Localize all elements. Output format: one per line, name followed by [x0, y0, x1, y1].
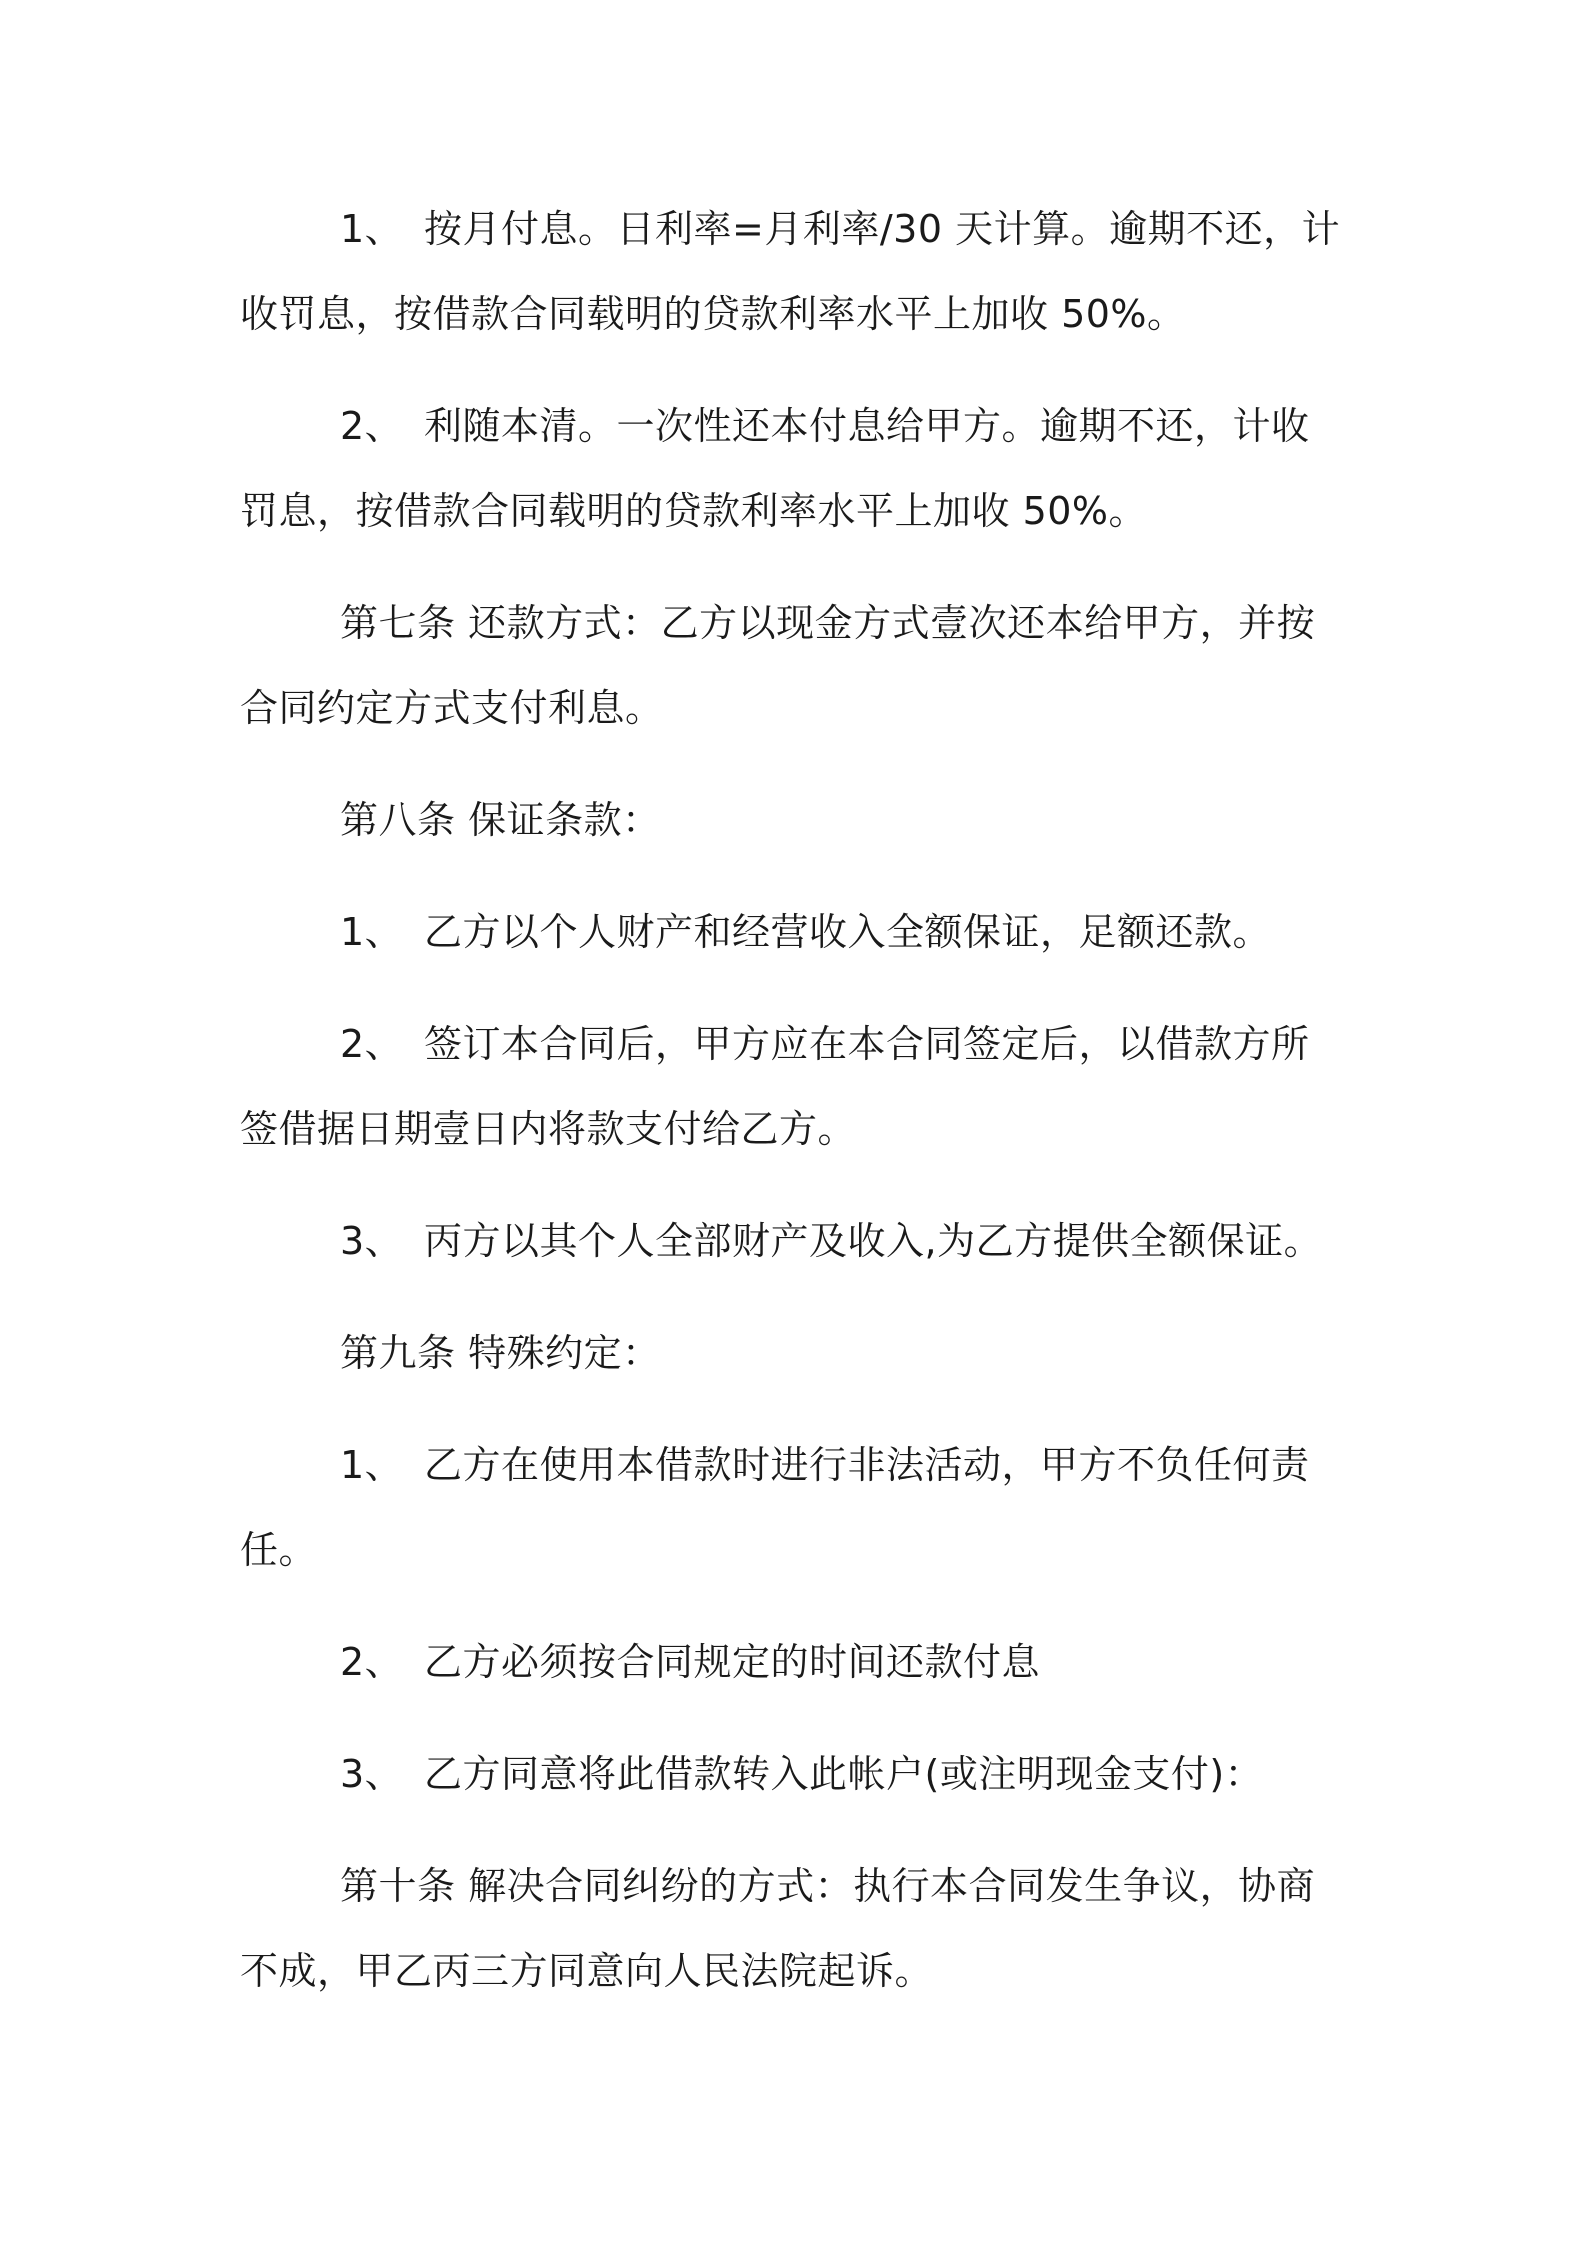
article-8-item-1	[340, 908, 1271, 956]
item-number: 3、	[340, 1219, 404, 1263]
article-8-item-2-line-2: 签借据日期壹日内将款支付给乙方。	[240, 1107, 857, 1151]
article-9-item-1-line-2: 任。	[240, 1528, 318, 1572]
article-9-item-1-line-1	[340, 1441, 1310, 1489]
article-9-item-2	[340, 1638, 1040, 1686]
line-text: 按月付息。日利率=月利率/30 天计算。逾期不还，计	[424, 207, 1341, 251]
article-9-item-3	[340, 1750, 1263, 1798]
line-text: 签订本合同后，甲方应在本合同签定后，以借款方所	[424, 1022, 1310, 1066]
article-9-heading: 第九条 特殊约定：	[340, 1331, 661, 1375]
line-text: 乙方以个人财产和经营收入全额保证，足额还款。	[424, 910, 1272, 954]
article-7-line-2: 合同约定方式支付利息。	[240, 686, 664, 730]
article-10-line-2: 不成，甲乙丙三方同意向人民法院起诉。	[240, 1949, 934, 1993]
item-number: 3、	[340, 1752, 404, 1796]
line-text: 乙方在使用本借款时进行非法活动，甲方不负任何责	[424, 1443, 1310, 1487]
article-8-item-3	[340, 1217, 1322, 1265]
line-text: 利随本清。一次性还本付息给甲方。逾期不还，计收	[424, 404, 1310, 448]
paragraph-1-line-2: 收罚息，按借款合同载明的贷款利率水平上加收 50%。	[240, 292, 1186, 336]
line-text: 乙方必须按合同规定的时间还款付息	[424, 1640, 1041, 1684]
article-7-line-1: 第七条 还款方式：乙方以现金方式壹次还本给甲方，并按	[340, 601, 1316, 645]
item-number: 2、	[340, 404, 404, 448]
item-number: 1、	[340, 1443, 404, 1487]
line-text: 丙方以其个人全部财产及收入,为乙方提供全额保证。	[424, 1219, 1323, 1263]
item-number: 1、	[340, 910, 404, 954]
article-8-item-2-line-1	[340, 1020, 1310, 1068]
item-number: 1、	[340, 207, 404, 251]
article-8-heading: 第八条 保证条款：	[340, 798, 661, 842]
item-number: 2、	[340, 1022, 404, 1066]
line-text: 乙方同意将此借款转入此帐户(或注明现金支付)：	[424, 1752, 1264, 1796]
paragraph-2-line-2: 罚息，按借款合同载明的贷款利率水平上加收 50%。	[240, 489, 1148, 533]
paragraph-1-line-1	[340, 205, 1340, 253]
paragraph-2-line-1	[340, 402, 1310, 450]
item-number: 2、	[340, 1640, 404, 1684]
article-10-line-1: 第十条 解决合同纠纷的方式：执行本合同发生争议，协商	[340, 1864, 1316, 1908]
